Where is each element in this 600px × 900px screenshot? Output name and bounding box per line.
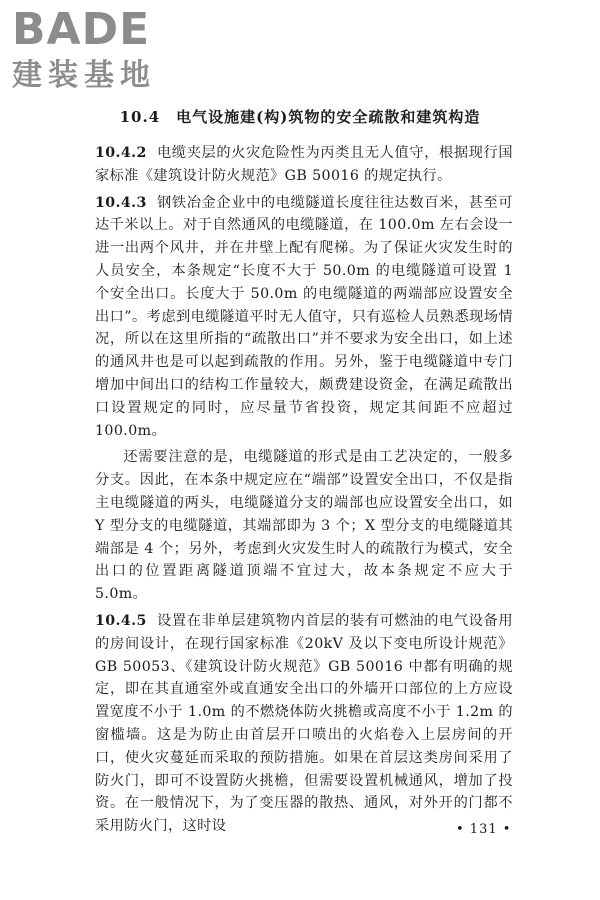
document-body	[95, 142, 513, 842]
clause-10-4-3-continued	[95, 446, 513, 606]
clause-text: 还需要注意的是，电缆隧道的形式是由工艺决定的，一般多分支。因此，在本条中规定应在“端部”设置安全出口，不仅是指主电缆隧道的两头，电缆隧道分支的端部也应设置安全出口，如 Y 型分支的电缆隧道，其端部即为 3 个；X 型分支的电缆隧道其端部是 4 个；另外，考虑到火灾发生时人的疏散行为模式，安全出口的位置距离隧道顶端不宜过大，故本条规定不应大于 5.0m。	[95, 449, 513, 603]
logo-subtitle: 建装基地	[12, 58, 156, 93]
logo-wordmark: BADE	[12, 4, 151, 55]
clause-number: 10.4.5	[95, 612, 147, 629]
clause-text: 电缆夹层的火灾危险性为丙类且无人值守，根据现行国家标准《建筑设计防火规范》GB 50016 的规定执行。	[95, 145, 513, 184]
clause-10-4-3	[95, 192, 513, 443]
clause-10-4-2	[95, 142, 513, 188]
clause-number: 10.4.2	[95, 145, 147, 161]
section-heading: 10.4 电气设施建(构)筑物的安全疏散和建筑构造	[119, 108, 481, 126]
brand-logo	[12, 6, 182, 98]
clause-number: 10.4.3	[95, 194, 147, 211]
page-number: • 131 •	[456, 822, 512, 837]
clause-text: 设置在非单层建筑物内首层的装有可燃油的电气设备用的房间设计，在现行国家标准《20kV 及以下变电所设计规范》GB 50053、《建筑设计防火规范》GB 50016 中都有明确的规定，即在其直通室外或直通安全出口的外墙开口部位的上方应设置宽度不小于 1.0m 的不燃烧体防火挑檐或高度不小于 1.2m 的窗槛墙。这是为防止由首层开口喷出的火焰卷入上层房间的开口，使火灾蔓延而采取的预防措施。如果在首层这类房间采用了防火门，即可不设置防火挑檐，但需要设置机械通风，增加了投资。在一般情况下，为了变压器的散热、通风，对外开的门都不采用防火门，这时设	[95, 612, 513, 835]
clause-10-4-5	[95, 610, 513, 838]
clause-text: 钢铁冶金企业中的电缆隧道长度往往达数百米，甚至可达千米以上。对于自然通风的电缆隧道，在 100.0m 左右会设一进一出两个风井，并在井壁上配有爬梯。为了保证火灾发生时的人员安全，本条规定“长度不大于 50.0m 的电缆隧道可设置 1 个安全出口。长度大于 50.0m 的电缆隧道的两端部应设置安全出口”。考虑到电缆隧道平时无人值守，只有巡检人员熟悉现场情况，所以在这里所指的“疏散出口”并不要求为安全出口，如上述的通风井也是可以起到疏散的作用。另外，鉴于电缆隧道中专门增加中间出口的结构工作量较大，颇费建设资金，在满足疏散出口设置规定的同时，应尽量节省投资，规定其间距不应超过 100.0m。	[95, 194, 513, 439]
